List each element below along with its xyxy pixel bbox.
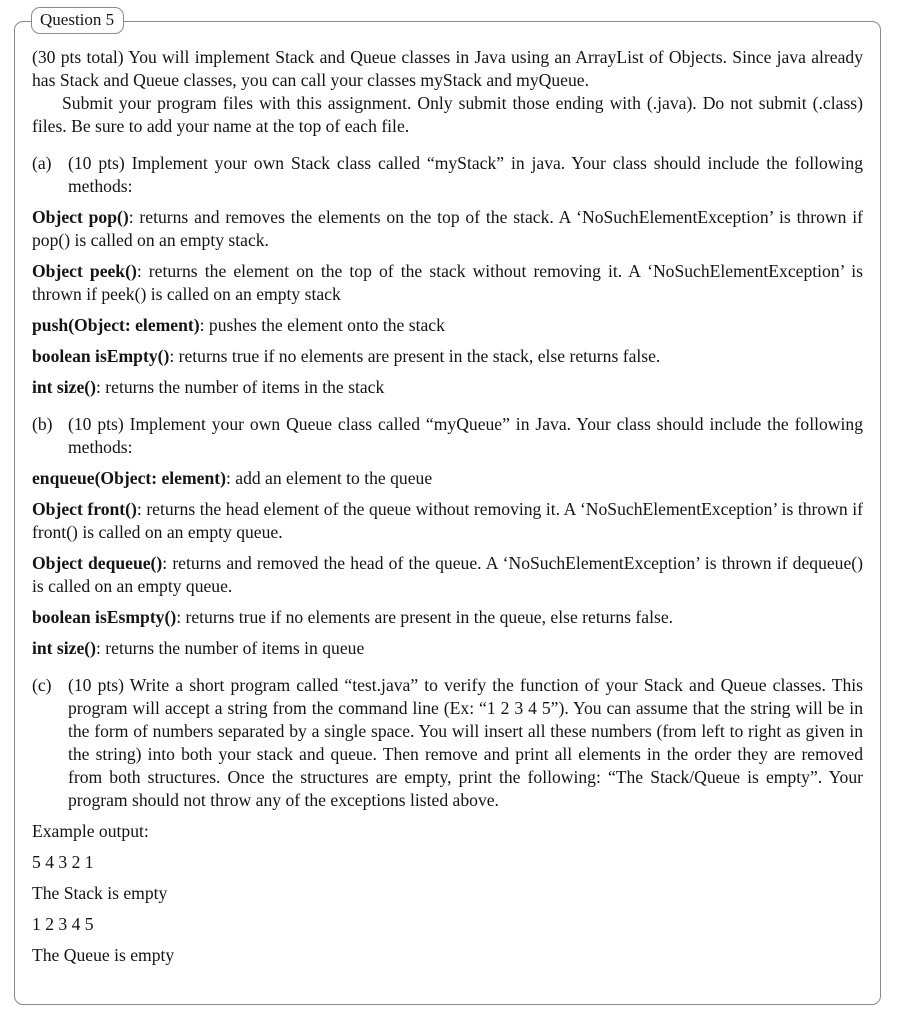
method-item: Object peek(): returns the element on the top of the stack without removing it. A ‘NoSuchElementException’ is thrown if peek() is called on an empty stack [32,261,863,304]
question-content [32,46,863,967]
part-c-text: (10 pts) Write a short program called “test.java” to verify the function of your Stack and Queue classes. This program will accept a string from the command line (Ex: “1 2 3 4 5”). You can assume that the string will be in the form of numbers separated by a single space. You will insert all these numbers (from left to right as given in the string) into both your stack and queue. Then remove and print all elements in the order they are removed from both structures. Once the structures are empty, print the following: “The Stack/Queue is empty”. Your program should not throw any of the exceptions listed above. [68,675,863,810]
output-line: 5 4 3 2 1 [32,852,94,872]
part-a-label: (a) [32,153,52,173]
intro-paragraph: (30 pts total) You will implement Stack and Queue classes in Java using an ArrayList of Objects. Since java already has Stack and Queue classes, you can call your classes myStack and myQueue. [32,47,863,90]
question-title: Question 5 [31,7,124,34]
method-item: Object dequeue(): returns and removed the head of the queue. A ‘NoSuchElementException’ is thrown if dequeue() is called on an empty queue. [32,553,863,596]
output-line: The Stack is empty [32,883,168,903]
part-c [32,674,863,812]
method-item: Object front(): returns the head element of the queue without removing it. A ‘NoSuchElementException’ is thrown if front() is called on an empty queue. [32,499,863,542]
part-a-text: (10 pts) Implement your own Stack class called “myStack” in java. Your class should include the following methods: [68,153,863,196]
submit-instructions: Submit your program files with this assignment. Only submit those ending with (.java). Do not submit (.class) files. Be sure to add your name at the top of each file. [32,93,863,136]
output-line: 1 2 3 4 5 [32,914,94,934]
method-item: enqueue(Object: element): add an element to the queue [32,468,433,488]
part-b-label: (b) [32,414,53,434]
part-b-text: (10 pts) Implement your own Queue class called “myQueue” in Java. Your class should include the following methods: [68,414,863,457]
part-b [32,413,863,459]
part-c-label: (c) [32,675,52,695]
part-a [32,152,863,198]
method-item: boolean isEsmpty(): returns true if no elements are present in the queue, else returns false. [32,607,674,627]
method-item: int size(): returns the number of items in queue [32,638,365,658]
example-output-label: Example output: [32,821,149,841]
method-item: Object pop(): returns and removes the elements on the top of the stack. A ‘NoSuchElementException’ is thrown if pop() is called on an empty stack. [32,207,863,250]
method-item: boolean isEmpty(): returns true if no elements are present in the stack, else returns false. [32,346,661,366]
output-line: The Queue is empty [32,945,175,965]
method-item: push(Object: element): pushes the element onto the stack [32,315,445,335]
method-item: int size(): returns the number of items in the stack [32,377,385,397]
